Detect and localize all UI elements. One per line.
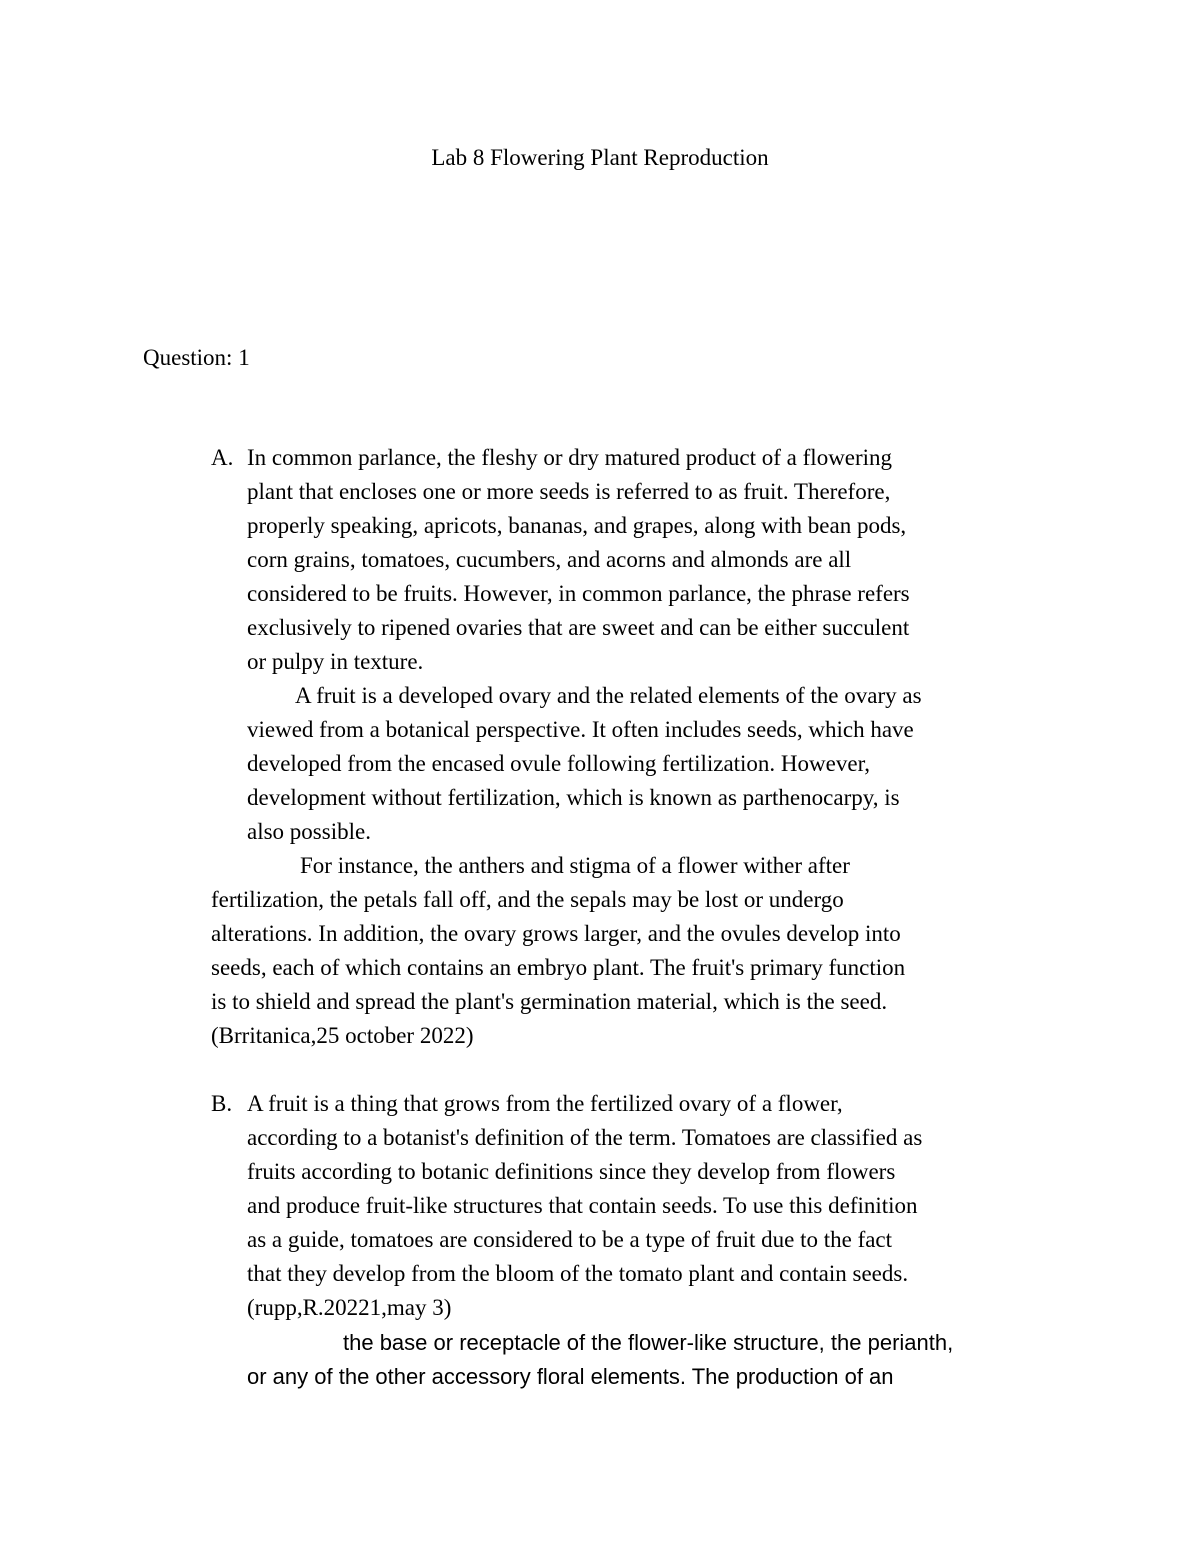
continuation-line: the base or receptacle of the flower-like structure, the perianth, (343, 1330, 954, 1355)
answer-a-line: fertilization, the petals fall off, and the sepals may be lost or undergo (211, 887, 844, 912)
answer-a-line: For instance, the anthers and stigma of a flower wither after (300, 853, 850, 878)
question-label: Question: 1 (143, 345, 250, 370)
answer-b-line: and produce fruit-like structures that contain seeds. To use this definition (247, 1193, 918, 1218)
answer-a-line: or pulpy in texture. (247, 649, 424, 674)
answer-a-line: In common parlance, the fleshy or dry matured product of a flowering (247, 445, 893, 470)
answer-a-line: seeds, each of which contains an embryo plant. The fruit's primary function (211, 955, 906, 980)
answer-a-citation: (Brritanica,25 october 2022) (211, 1023, 474, 1048)
answer-b-citation: (rupp,R.20221,may 3) (247, 1295, 452, 1320)
answer-b-line: that they develop from the bloom of the tomato plant and contain seeds. (247, 1261, 909, 1286)
document-title: Lab 8 Flowering Plant Reproduction (431, 145, 769, 170)
answer-a-line: considered to be fruits. However, in common parlance, the phrase refers (247, 581, 910, 606)
answer-a-line: corn grains, tomatoes, cucumbers, and acorns and almonds are all (247, 547, 852, 572)
answer-a-marker: A. (211, 445, 234, 470)
answer-a-line: viewed from a botanical perspective. It often includes seeds, which have (247, 717, 914, 742)
answer-b-line: A fruit is a thing that grows from the fertilized ovary of a flower, (247, 1091, 843, 1116)
answer-a-line: exclusively to ripened ovaries that are sweet and can be either succulent (247, 615, 910, 640)
answer-b-marker: B. (211, 1091, 233, 1116)
answer-a-line: alterations. In addition, the ovary grows larger, and the ovules develop into (211, 921, 901, 946)
answer-a-line: development without fertilization, which is known as parthenocarpy, is (247, 785, 900, 810)
answer-a-line: also possible. (247, 819, 371, 844)
continuation-line: or any of the other accessory floral elements. The production of an (247, 1364, 894, 1389)
answer-a-line: plant that encloses one or more seeds is referred to as fruit. Therefore, (247, 479, 891, 504)
answer-a-line: is to shield and spread the plant's germination material, which is the seed. (211, 989, 888, 1014)
answer-a-line: A fruit is a developed ovary and the related elements of the ovary as (295, 683, 922, 708)
answer-b-line: as a guide, tomatoes are considered to be a type of fruit due to the fact (247, 1227, 893, 1252)
answer-a-line: properly speaking, apricots, bananas, and grapes, along with bean pods, (247, 513, 907, 538)
answer-b-line: according to a botanist's definition of the term. Tomatoes are classified as (247, 1125, 923, 1150)
answer-a-line: developed from the encased ovule following fertilization. However, (247, 751, 871, 776)
answer-b-line: fruits according to botanic definitions since they develop from flowers (247, 1159, 896, 1184)
